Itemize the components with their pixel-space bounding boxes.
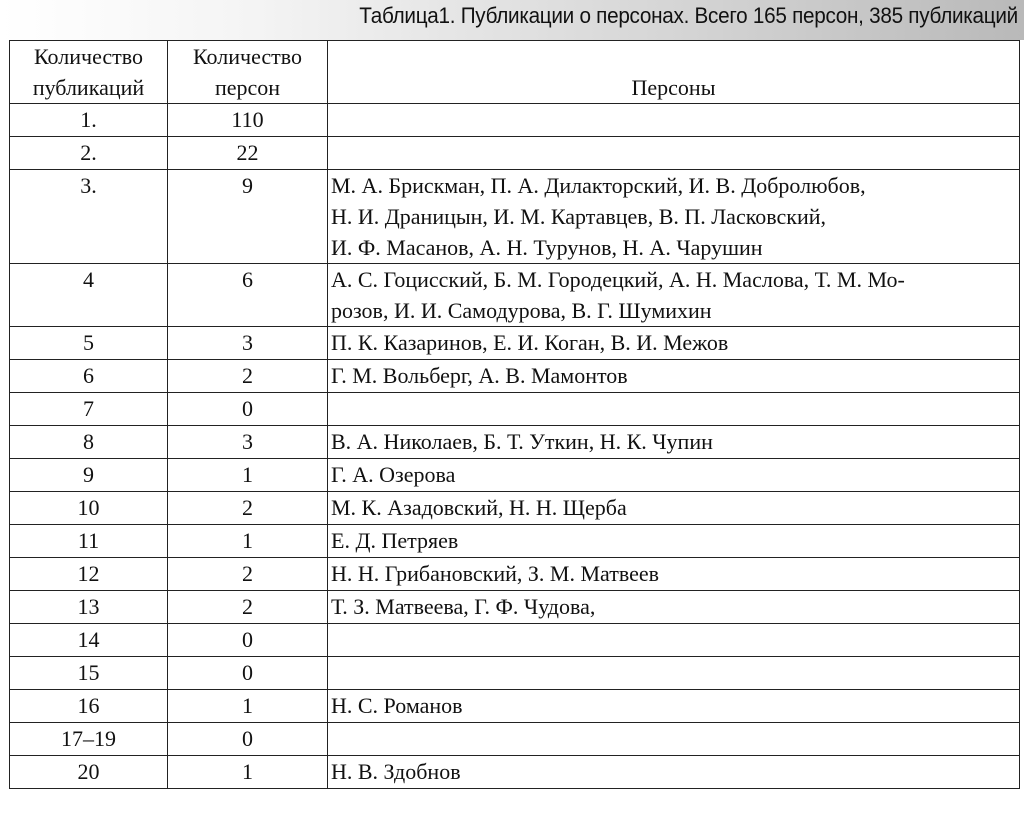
table-caption: Таблица1. Публикации о персонах. Всего 165 персон, 385 публикаций: [359, 3, 1018, 28]
table-row: [10, 624, 1020, 657]
persons-cell: [328, 137, 1020, 170]
persons-count-cell: 3: [168, 327, 328, 360]
header-line: публикаций: [32, 75, 145, 100]
persons-cell: [328, 723, 1020, 756]
persons-count-cell: 110: [168, 104, 328, 137]
persons-count-cell: 6: [168, 264, 328, 327]
header-line: Количество: [192, 44, 303, 69]
persons-cell: Т. З. Матвеева, Г. Ф. Чудова,: [328, 591, 1020, 624]
persons-cell: [328, 393, 1020, 426]
persons-cell: Н. Н. Грибановский, З. М. Матвеев: [328, 558, 1020, 591]
table-row: [10, 690, 1020, 723]
header-row: [10, 41, 1020, 104]
publications-count-cell: 10: [10, 492, 168, 525]
table-row: [10, 170, 1020, 264]
persons-count-cell: 1: [168, 525, 328, 558]
table-row: [10, 525, 1020, 558]
table-row: [10, 492, 1020, 525]
persons-count-cell: 2: [168, 492, 328, 525]
publications-count-cell: 13: [10, 591, 168, 624]
persons-line: А. С. Гоцисский, Б. М. Городецкий, А. Н. Маслова, Т. М. Мо-: [331, 267, 905, 292]
persons-cell: Е. Д. Петряев: [328, 525, 1020, 558]
table-row: [10, 264, 1020, 327]
table-row: [10, 459, 1020, 492]
persons-line: розов, И. И. Самодурова, В. Г. Шумихин: [331, 298, 712, 323]
publications-count-cell: 9: [10, 459, 168, 492]
header-persons-count: [168, 41, 328, 104]
persons-cell: П. К. Казаринов, Е. И. Коган, В. И. Межов: [328, 327, 1020, 360]
persons-cell: Н. В. Здобнов: [328, 756, 1020, 789]
header-publications-count: [10, 41, 168, 104]
table-row: [10, 657, 1020, 690]
persons-count-cell: 1: [168, 459, 328, 492]
persons-count-cell: 3: [168, 426, 328, 459]
header-line: Персоны: [631, 75, 716, 100]
persons-line: И. Ф. Масанов, А. Н. Турунов, Н. А. Чарушин: [331, 235, 763, 260]
publications-table: [9, 40, 1020, 789]
table-row: [10, 723, 1020, 756]
publications-count-cell: 5: [10, 327, 168, 360]
persons-count-cell: 0: [168, 657, 328, 690]
persons-cell: [328, 624, 1020, 657]
persons-cell: М. К. Азадовский, Н. Н. Щерба: [328, 492, 1020, 525]
caption-bar: [0, 0, 1024, 40]
persons-count-cell: 1: [168, 690, 328, 723]
persons-cell: Г. А. Озерова: [328, 459, 1020, 492]
publications-count-cell: 16: [10, 690, 168, 723]
persons-count-cell: 0: [168, 624, 328, 657]
table-row: [10, 327, 1020, 360]
persons-cell: Н. С. Романов: [328, 690, 1020, 723]
publications-count-cell: 4: [10, 264, 168, 327]
persons-cell: В. А. Николаев, Б. Т. Уткин, Н. К. Чупин: [328, 426, 1020, 459]
persons-cell: [328, 657, 1020, 690]
header-line: Количество: [33, 44, 144, 69]
table-row: [10, 137, 1020, 170]
table-row: [10, 393, 1020, 426]
persons-count-cell: 1: [168, 756, 328, 789]
publications-count-cell: 15: [10, 657, 168, 690]
persons-count-cell: 2: [168, 591, 328, 624]
table-row: [10, 558, 1020, 591]
persons-cell: [328, 264, 1020, 327]
persons-count-cell: 0: [168, 393, 328, 426]
table-row: [10, 104, 1020, 137]
persons-count-cell: 0: [168, 723, 328, 756]
table-row: [10, 756, 1020, 789]
publications-count-cell: 3.: [10, 170, 168, 264]
publications-count-cell: 8: [10, 426, 168, 459]
publications-count-cell: 7: [10, 393, 168, 426]
header-line: персон: [214, 75, 281, 100]
header-persons: [328, 41, 1020, 104]
publications-count-cell: 12: [10, 558, 168, 591]
publications-count-cell: 20: [10, 756, 168, 789]
persons-cell: Г. М. Вольберг, А. В. Мамонтов: [328, 360, 1020, 393]
persons-count-cell: 2: [168, 558, 328, 591]
publications-count-cell: 17–19: [10, 723, 168, 756]
publications-count-cell: 11: [10, 525, 168, 558]
publications-count-cell: 2.: [10, 137, 168, 170]
table-row: [10, 591, 1020, 624]
persons-cell: [328, 104, 1020, 137]
publications-count-cell: 6: [10, 360, 168, 393]
table-row: [10, 360, 1020, 393]
table-row: [10, 426, 1020, 459]
persons-count-cell: 2: [168, 360, 328, 393]
table-body: [10, 104, 1020, 789]
persons-line: М. А. Брискман, П. А. Дилакторский, И. В. Добролюбов,: [331, 173, 866, 198]
persons-count-cell: 9: [168, 170, 328, 264]
persons-cell: [328, 170, 1020, 264]
persons-count-cell: 22: [168, 137, 328, 170]
publications-count-cell: 14: [10, 624, 168, 657]
publications-count-cell: 1.: [10, 104, 168, 137]
persons-line: Н. И. Драницын, И. М. Картавцев, В. П. Ласковский,: [331, 204, 827, 229]
